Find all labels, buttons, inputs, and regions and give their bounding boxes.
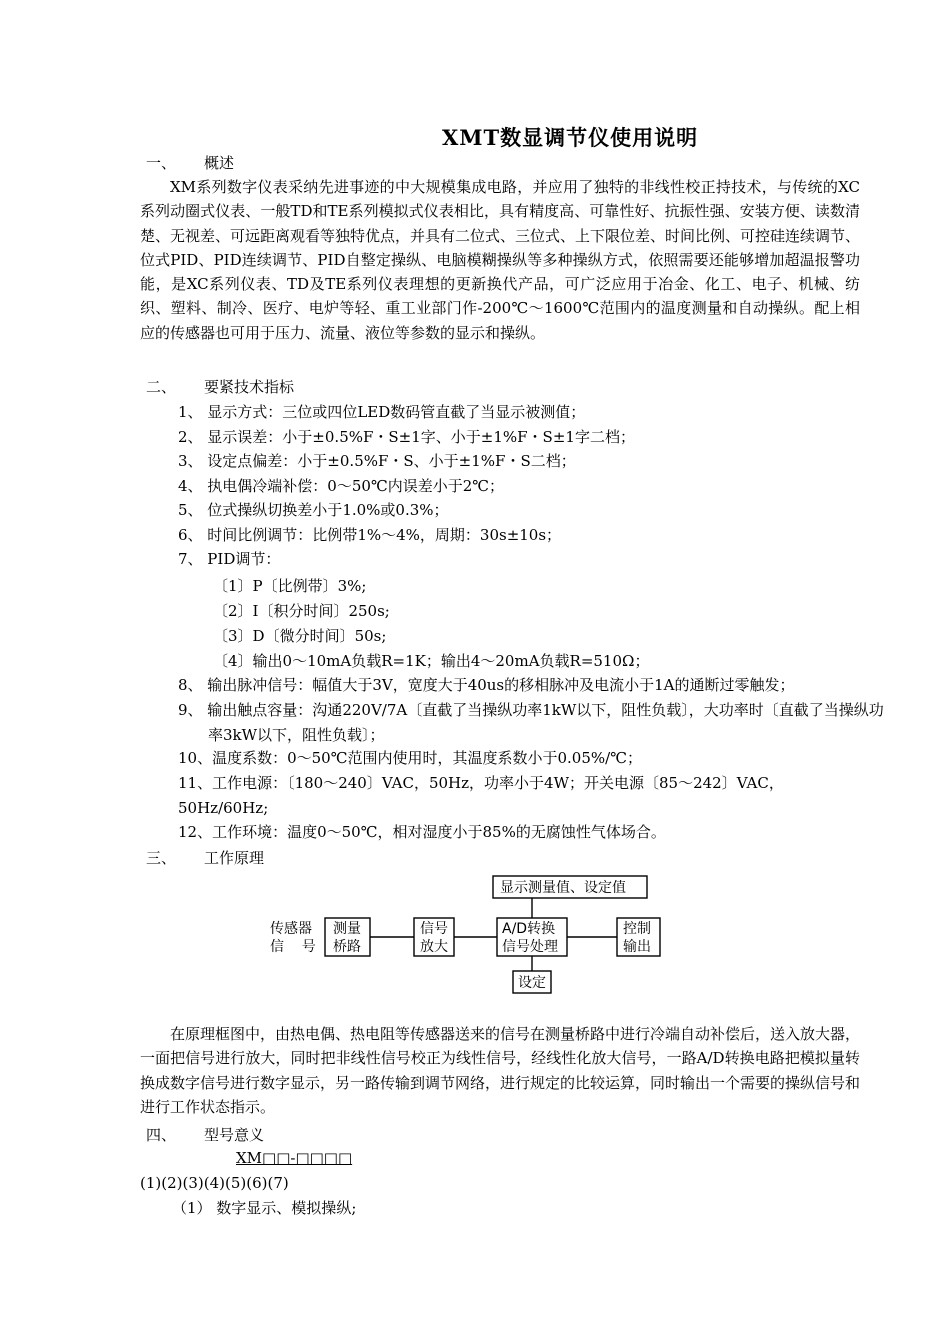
bridge-label-1: 测量: [333, 921, 361, 937]
model-item-1: （1） 数字显示、模拟操纵;: [172, 1199, 357, 1217]
section-1-number: 一、: [146, 154, 177, 172]
control-label-1: 控制: [623, 921, 651, 937]
amplifier-label-1: 信号: [420, 921, 448, 937]
spec-item-4: 4、 执电偶冷端补偿：0～50℃内误差小于2℃；: [178, 477, 505, 495]
section-4-title: 型号意义: [204, 1126, 265, 1144]
overview-paragraph: XM系列数字仪表采纳先进事迹的中大规模集成电路，并应用了独特的非线性校正持技术，与传统的XC系列动圈式仪表、一般TD和TE系列模拟式仪表相比，具有精度高、可靠性好、抗振性强、安装方便、读数清楚、无视差、可远距离观看等独特优点，并具有二位式、三位式、上下限位差、时间比例、可控硅连续调节、位式PID、PID连续调节、PID自整定操纵、电脑模糊操纵等多种操纵方式，依照需要还能够增加超温报警功能，是XC系列仪表、TD及TE系列仪表理想的更新换代产品，可广泛应用于冶金、化工、电子、机械、纺织、塑料、制冷、医疗、电炉等轻、重工业部门作-200℃～1600℃范围内的温度测量和自动操纵。配上相应的传感器也可用于压力、流量、液位等参数的显示和操纵。: [140, 178, 861, 342]
pid-item-i: 〔2〕I〔积分时间〕250s;: [213, 602, 390, 620]
setting-label: 设定: [518, 975, 546, 991]
section-3-number: 三、: [146, 849, 177, 867]
principle-paragraph: 在原理框图中，由热电偶、热电阻等传感器送来的信号在测量桥路中进行冷端自动补偿后，送入放大器，一面把信号进行放大，同时把非线性信号校正为线性信号，经线性化放大信号，一路A/D转换电路把模拟量转换成数字信号进行数字显示，另一路传输到调节网络，进行规定的比较运算，同时输出一个需要的操纵信号和进行工作状态指示。: [140, 1025, 861, 1116]
spec-item-11: 11、工作电源：〔180～240〕VAC，50Hz，功率小于4W；开关电源〔85～242〕VAC，50Hz/60Hz;: [178, 774, 784, 817]
model-code: XM□□-□□□□: [236, 1149, 353, 1167]
spec-item-12: 12、工作环境：温度0～50℃，相对湿度小于85%的无腐蚀性气体场合。: [178, 823, 666, 841]
section-4-number: 四、: [146, 1126, 177, 1144]
pid-item-output: 〔4〕输出0～10mA负载R=1K；输出4～20mA负载R=510Ω；: [213, 652, 650, 670]
spec-item-7: 7、 PID调节：: [178, 550, 281, 568]
section-2-title: 要紧技术指标: [204, 378, 295, 396]
section-2-number: 二、: [146, 378, 177, 396]
spec-item-2: 2、 显示误差：小于±0.5%F・S±1字、小于±1%F・S±1字二档；: [178, 428, 635, 446]
display-label: 显示测量值、设定值: [500, 880, 626, 896]
spec-item-1: 1、 显示方式：三位或四位LED数码管直截了当显示被测值；: [178, 403, 586, 421]
spec-item-9: 9、 输出触点容量：沟通220V/7A〔直截了当操纵功率1kW以下，阻性负载〕，大功率时〔直截了当操纵功率3kW以下，阻性负载〕；: [178, 701, 884, 744]
spec-item-8: 8、 输出脉冲信号：幅值大于3V，宽度大于40us的移相脉冲及电流小于1A的通断过零触发；: [178, 676, 795, 694]
spec-item-10: 10、温度系数：0～50℃范围内使用时，其温度系数小于0.05%/℃；: [178, 749, 642, 767]
block-diagram: [262, 868, 672, 1000]
amplifier-label-2: 放大: [420, 939, 448, 955]
pid-item-d: 〔3〕D〔微分时间〕50s;: [213, 627, 387, 645]
section-3-title: 工作原理: [204, 849, 265, 867]
spec-item-5: 5、 位式操纵切换差小于1.0%或0.3%；: [178, 501, 449, 519]
section-1-title: 概述: [204, 154, 235, 172]
sensor-label-2: 信 号: [270, 939, 316, 955]
pid-item-p: 〔1〕P〔比例带〕3%;: [213, 577, 367, 595]
control-label-2: 输出: [623, 939, 651, 955]
spec-item-3: 3、 设定点偏差：小于±0.5%F・S、小于±1%F・S二档；: [178, 452, 576, 470]
document-title: XMT数显调节仪使用说明: [442, 125, 699, 150]
sensor-label-1: 传感器: [270, 921, 312, 937]
model-index: (1)(2)(3)(4)(5)(6)(7): [140, 1174, 289, 1192]
ad-label-1: A/D转换: [502, 921, 556, 937]
spec-item-6: 6、 时间比例调节：比例带1%～4%，周期：30s±10s；: [178, 526, 562, 544]
bridge-label-2: 桥路: [333, 939, 361, 955]
ad-label-2: 信号处理: [502, 939, 558, 955]
